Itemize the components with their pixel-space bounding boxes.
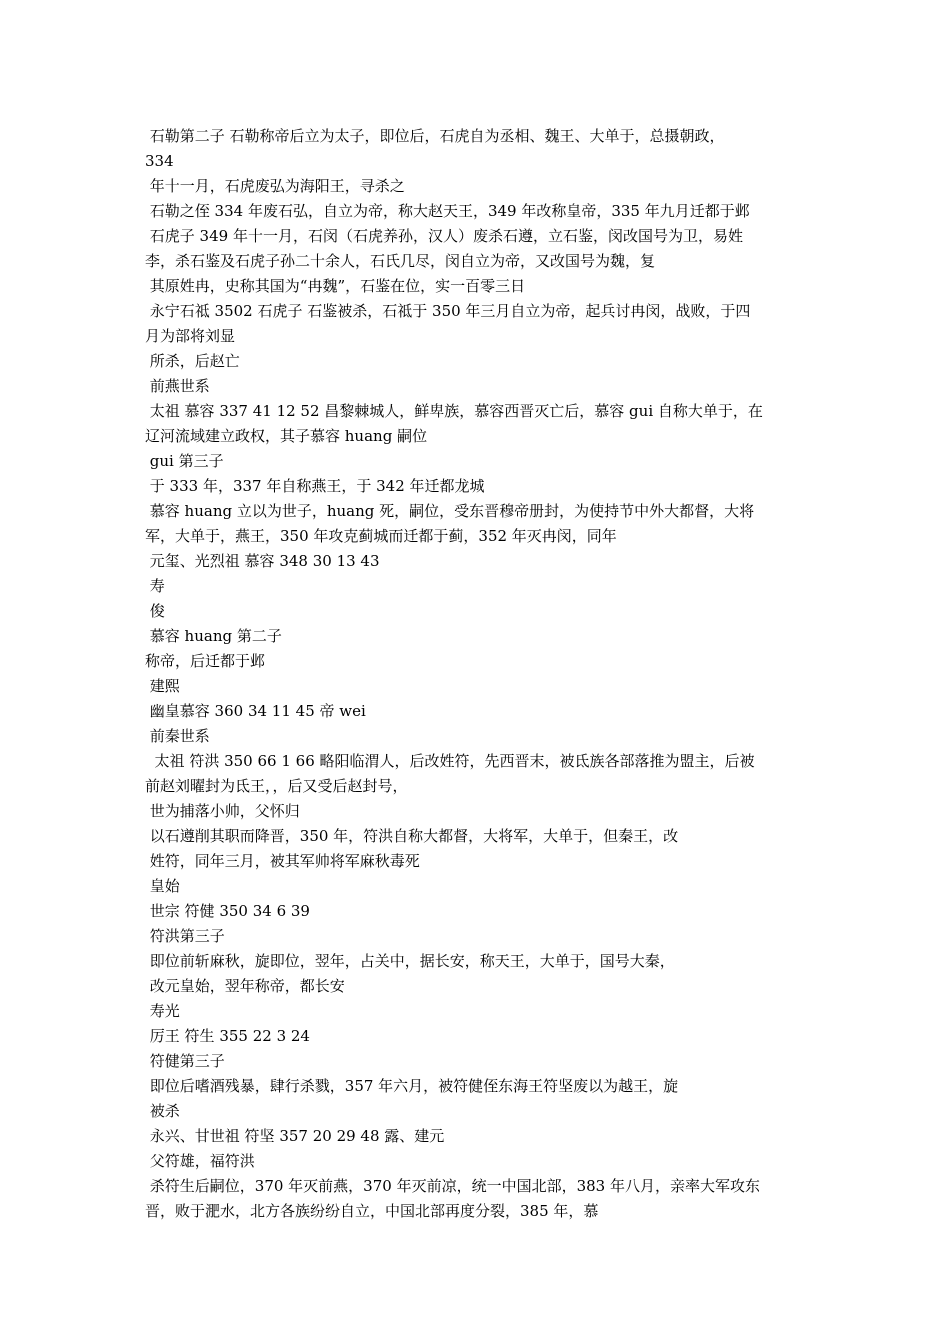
text-line: 太祖 慕容 337 41 12 52 昌黎棘城人，鲜卑族，慕容西晋灭亡后，慕容 gui 自称大单于，在 [145, 402, 763, 420]
text-line: 以石遵削其职而降晋，350 年，符洪自称大都督，大将军，大单于，但秦王，改 [145, 827, 679, 845]
text-line: 其原姓冉，史称其国为“冉魏”，石鉴在位，实一百零三日 [145, 277, 526, 295]
text-line: 称帝，后迁都于邺 [145, 652, 266, 670]
text-line: 父符雄，福符洪 [145, 1152, 255, 1170]
text-line: 改元皇始，翌年称帝，都长安 [145, 977, 345, 995]
text-line: 世宗 符健 350 34 6 39 [145, 902, 310, 920]
text-line: 慕容 huang 立以为世子，huang 死，嗣位，受东晋穆帝册封，为使持节中外大都督，大将 [145, 502, 755, 520]
text-line: 李，杀石鉴及石虎子孙二十余人，石氏几尽，闵自立为帝，又改国号为魏，复 [145, 252, 656, 270]
text-line: 永宁石祗 3502 石虎子 石鉴被杀，石祗于 350 年三月自立为帝，起兵讨冉闵，战败，于四 [145, 302, 751, 320]
text-line: 晋，败于淝水，北方各族纷纷自立，中国北部再度分裂，385 年，慕 [145, 1202, 599, 1220]
text-line: 被杀 [145, 1102, 180, 1120]
text-line: 于 333 年，337 年自称燕王，于 342 年迁都龙城 [145, 477, 485, 495]
section-heading: 前燕世系 [145, 377, 210, 395]
section-heading: 前秦世系 [145, 727, 210, 745]
text-line: 前赵刘曜封为氐王，，后又受后赵封号， [145, 777, 408, 795]
text-line: 皇始 [145, 877, 180, 895]
text-line: 寿光 [145, 1002, 180, 1020]
text-line: 世为捕落小帅，父怀归 [145, 802, 300, 820]
text-line: 即位后嗜酒残暴，肆行杀戮，357 年六月，被符健侄东海王符坚废以为越王，旋 [145, 1077, 679, 1095]
text-line: 年十一月，石虎废弘为海阳王，寻杀之 [145, 177, 405, 195]
document-page [145, 124, 810, 1224]
text-line: 符洪第三子 [145, 927, 225, 945]
text-line: 即位前斩麻秋，旋即位，翌年，占关中，据长安，称天王，大单于，国号大秦， [145, 952, 675, 970]
text-line: 辽河流域建立政权，其子慕容 huang 嗣位 [145, 427, 428, 445]
text-line: 符健第三子 [145, 1052, 225, 1070]
text-line: 幽皇慕容 360 34 11 45 帝 wei [145, 702, 366, 720]
text-line: 寿 [145, 577, 165, 595]
text-line: 慕容 huang 第二子 [145, 627, 282, 645]
text-line: 石虎子 349 年十一月，石闵（石虎养孙，汉人）废杀石遵，立石鉴，闵改国号为卫，易姓 [145, 227, 743, 245]
text-line: 月为部将刘显 [145, 327, 236, 345]
text-line: 姓符，同年三月，被其军帅将军麻秋毒死 [145, 852, 420, 870]
text-line: 石勒第二子 石勒称帝后立为太子，即位后，石虎自为丞相、魏王、大单于，总摄朝政， [145, 127, 725, 145]
text-line: 军，大单于，燕王，350 年攻克蓟城而迁都于蓟，352 年灭冉闵，同年 [145, 527, 617, 545]
text-line: 石勒之侄 334 年废石弘，自立为帝，称大赵天王，349 年改称皇帝，335 年九月迁都于邺 [145, 202, 750, 220]
text-line: 杀符生后嗣位，370 年灭前燕，370 年灭前凉，统一中国北部，383 年八月，亲率大军攻东 [145, 1177, 760, 1195]
text-line: 厉王 符生 355 22 3 24 [145, 1027, 310, 1045]
text-line: 所杀，后赵亡 [145, 352, 240, 370]
text-line: 元玺、光烈祖 慕容 348 30 13 43 [145, 552, 380, 570]
text-line: 太祖 符洪 350 66 1 66 略阳临渭人，后改姓符，先西晋末，被氐族各部落推为盟主，后被 [145, 752, 755, 770]
text-line: 建熙 [145, 677, 180, 695]
text-line: 俊 [145, 602, 165, 620]
text-line: gui 第三子 [145, 452, 224, 470]
text-line: 334 [145, 152, 174, 170]
text-line: 永兴、甘世祖 符坚 357 20 29 48 露、建元 [145, 1127, 445, 1145]
